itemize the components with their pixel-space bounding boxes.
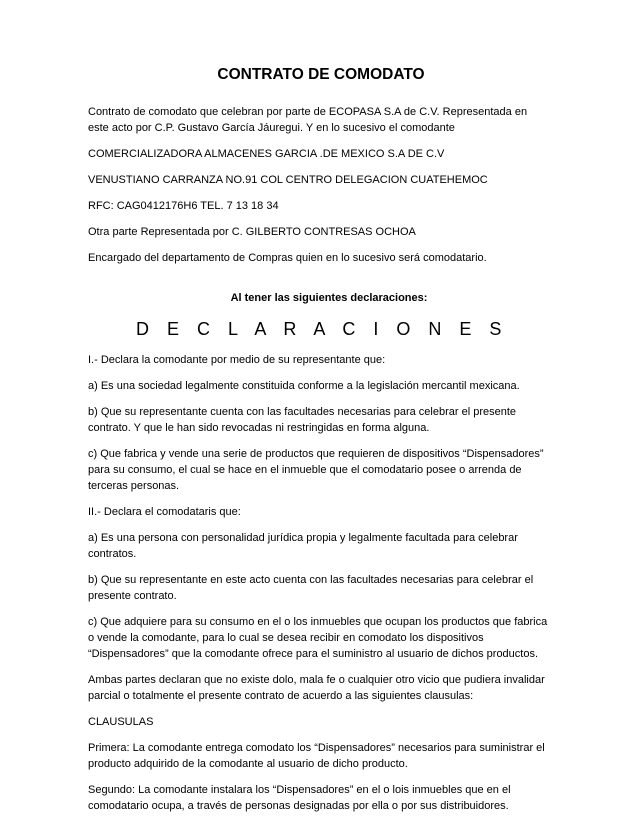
body-paragraph-1: I.- Declara la comodante por medio de su representante que:: [88, 354, 386, 366]
body-paragraph-9: Ambas partes declaran que no existe dolo, mala fe o cualquier otro vicio que pudiera invalidar parcial o totalmente el presente contrato de acuerdo a las siguientes clausulas:: [88, 674, 545, 702]
declarations-intro: Al tener las siguientes declaraciones:: [230, 292, 428, 304]
document-title: CONTRATO DE COMODATO: [217, 66, 425, 83]
declarations-heading: D E C L A R A C I O N E S: [136, 319, 508, 339]
clausulas-heading: CLAUSULAS: [88, 716, 154, 728]
intro-paragraph-1: Contrato de comodato que celebran por parte de ECOPASA S.A de C.V. Representada en este acto por C.P. Gustavo García Jáuregui. Y en lo sucesivo el comodante: [88, 106, 528, 134]
clause-primera: Primera: La comodante entrega comodato los “Dispensadores” necesarios para suministrar el producto adquirido de la comodante al usuario de dicho producto.: [88, 742, 545, 770]
clause-segundo: Segundo: La comodante instalara los “Dispensadores” en el o lois inmuebles que en el comodatario ocupa, a través de personas designadas por ella o por sus distribuidores.: [88, 784, 511, 812]
body-paragraph-3: b) Que su representante cuenta con las facultades necesarias para celebrar el presente contrato. Y que le han sido revocadas ni restringidas en forma alguna.: [88, 406, 517, 434]
body-paragraph-7: b) Que su representante en este acto cuenta con las facultades necesarias para celebrar el presente contrato.: [88, 574, 534, 602]
body-paragraph-2: a) Es una sociedad legalmente constituida conforme a la legislación mercantil mexicana.: [88, 380, 520, 392]
intro-paragraph-6: Encargado del departamento de Compras quien en lo sucesivo será comodatario.: [88, 252, 487, 264]
intro-paragraph-3: VENUSTIANO CARRANZA NO.91 COL CENTRO DELEGACION CUATEHEMOC: [88, 174, 488, 186]
document-content: [88, 66, 550, 814]
intro-paragraph-2: COMERCIALIZADORA ALMACENES GARCIA .DE MEXICO S.A DE C.V: [88, 148, 445, 160]
body-paragraph-8: c) Que adquiere para su consumo en el o los inmuebles que ocupan los productos que fabrica o vende la comodante, para lo cual se desea recibir en comodato los dispositivos “Dispensadores” que la comodante ofrece para el suministro al usuario de dichos productos.: [88, 616, 548, 660]
intro-paragraph-5: Otra parte Representada por C. GILBERTO CONTRESAS OCHOA: [88, 226, 416, 238]
body-paragraph-4: c) Que fabrica y vende una serie de productos que requieren de dispositivos “Dispensadores” para su consumo, el cual se hace en el inmueble que el comodatario posee o arrenda de terceras personas.: [88, 448, 544, 492]
body-paragraph-5: II.- Declara el comodataris que:: [88, 506, 241, 518]
body-paragraph-6: a) Es una persona con personalidad jurídica propia y legalmente facultada para celebrar contratos.: [88, 532, 518, 560]
intro-paragraph-4: RFC: CAG0412176H6 TEL. 7 13 18 34: [88, 200, 279, 212]
